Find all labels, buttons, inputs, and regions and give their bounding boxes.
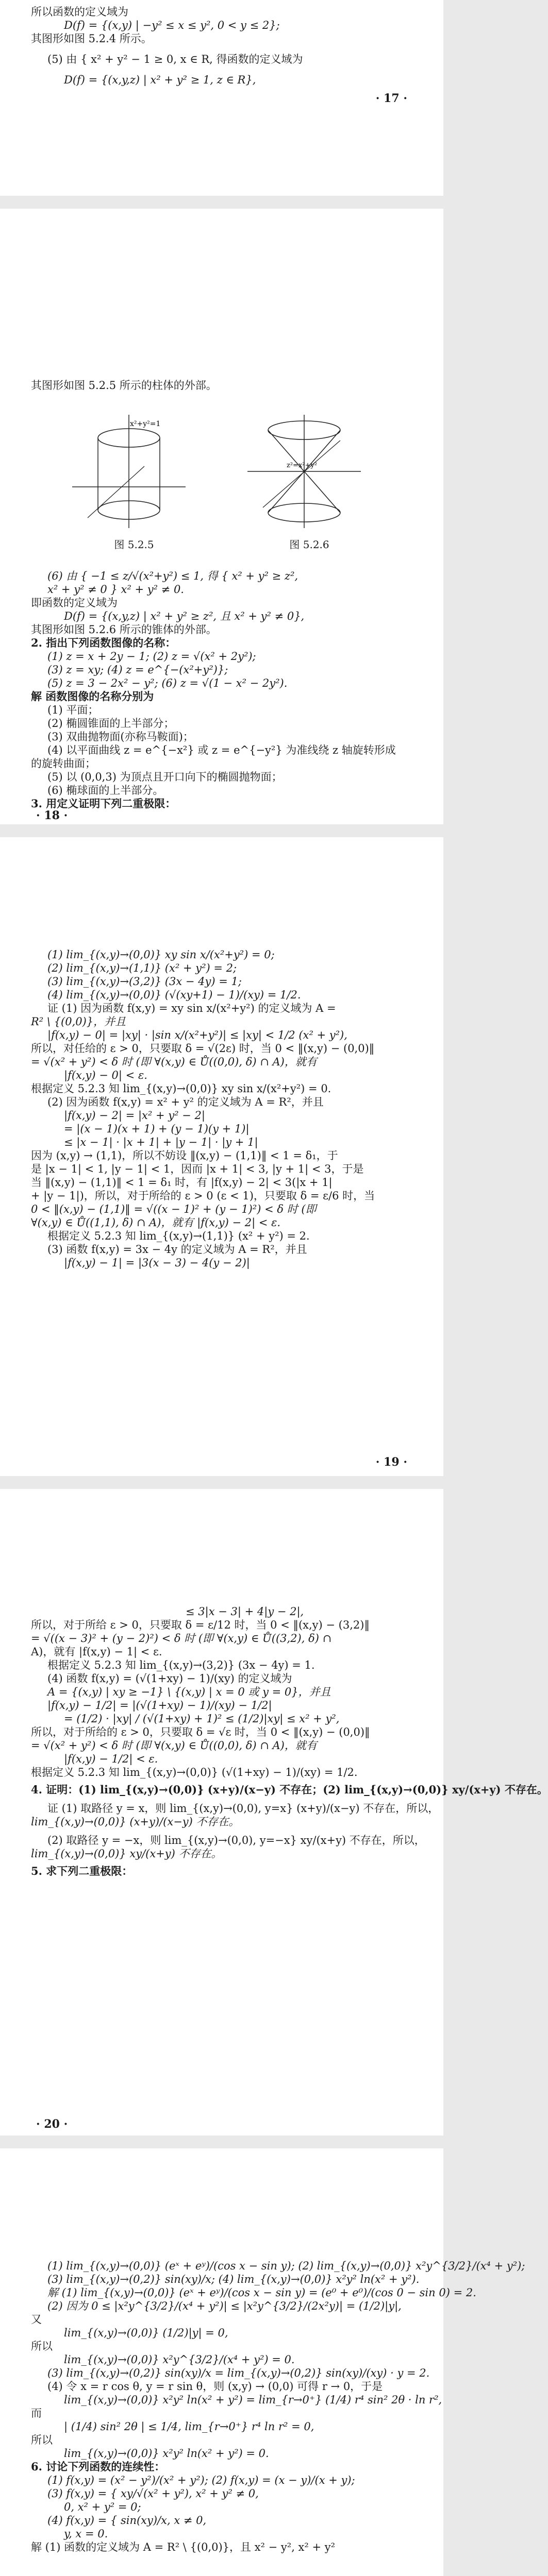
formula-line: R² \ {(0,0)}，并且 <box>31 1015 126 1028</box>
text-line: 所以，对于所给的 ε > 0，只要取 δ = √ε 时，当 0 < ‖(x,y) − (0,0)‖ <box>31 1726 370 1738</box>
formula-line: |f(x,y) − 2| = |x² + y² − 2| <box>64 1109 205 1122</box>
formula-line: 解 (1) lim_{(x,y)→(0,0)} (eˣ + eʸ)/(cos x − sin y) = (e⁰ + e⁰)/(cos 0 − sin 0) = 2. <box>47 2286 476 2299</box>
text-line: 所以，对任给的 ε > 0，只要取 δ = √(2ε) 时，当 0 < ‖(x,y) − (0,0)‖ <box>31 1042 375 1055</box>
formula-line: = √((x − 3)² + (y − 2)²) < δ 时 (即 ∀(x,y) ∈ Ů((3,2), δ) ∩ <box>31 1632 332 1645</box>
page-number: · 17 · <box>375 92 407 105</box>
page-1 <box>0 0 443 196</box>
formula-line: ≤ 3|x − 3| + 4|y − 2|, <box>186 1605 304 1618</box>
formula-line: (3) lim_{(x,y)→(3,2)} (3x − 4y) = 1; <box>47 975 242 988</box>
text-line: A)，就有 |f(x,y) − 1| < ε. <box>31 1646 162 1658</box>
text-line: 所以 <box>31 2340 53 2352</box>
fig-label: z²=x²+y² <box>287 462 317 469</box>
text-line: 根据定义 5.2.3 知 lim_{(x,y)→(1,1)} (x² + y²) = 2. <box>47 1230 310 1242</box>
formula-line: y, x = 0. <box>64 2528 108 2540</box>
formula-line: |f(x,y) − 1| = |3(x − 3) − 4(y − 2)| <box>64 1257 250 1269</box>
text-line: 其图形如图 5.2.5 所示的柱体的外部。 <box>31 379 217 392</box>
formula-line: lim_{(x,y)→(0,0)} (x+y)/(x−y) 不存在。 <box>31 1816 240 1828</box>
formula-line: lim_{(x,y)→(0,0)} x²y² ln(x² + y²) = lim_{r→0⁺} (1/4) r⁴ sin² 2θ · ln r², <box>64 2394 442 2406</box>
formula-line: = (1/2) · |xy| / (√(1+xy) + 1)² ≤ (1/2)|xy| ≤ x² + y², <box>64 1713 340 1725</box>
text-line: 即函数的定义域为 <box>31 597 118 609</box>
formula-line: ∀(x,y) ∈ Ů((1,1), δ) ∩ A)，就有 |f(x,y) − 2| < ε. <box>31 1216 281 1229</box>
text-line: (3) 函数 f(x,y) = 3x − 4y 的定义域为 A = R²，并且 <box>47 1243 307 1256</box>
formula-line: (3) z = xy; (4) z = e^{−(x²+y²)}; <box>47 664 228 676</box>
question-heading: 5. 求下列二重极限： <box>31 1865 133 1877</box>
formula-line: |f(x,y) − 1/2| = |(√(1+xy) − 1)/(xy) − 1/2| <box>47 1699 272 1711</box>
figure-5-2-6 <box>242 410 376 551</box>
formula-line: = √(x² + y²) < δ 时 (即 ∀(x,y) ∈ Ů((0,0), δ) ∩ A)，就有 <box>31 1739 317 1752</box>
text-line: 的旋转曲面； <box>31 757 96 770</box>
formula-line: D(f) = {(x,y,z) | x² + y² ≥ z², 且 x² + y² ≠ 0}, <box>64 610 305 622</box>
formula-line: A = {(x,y) | xy ≥ −1} \ {(x,y) | x = 0 或 y = 0}，并且 <box>47 1686 331 1698</box>
question-heading: 4. 证明：(1) lim_{(x,y)→(0,0)} (x+y)/(x−y) 不存在；(2) lim_{(x,y)→(0,0)} xy/(x+y) 不存在。 <box>31 1783 548 1796</box>
formula-line: | (1/4) sin² 2θ | ≤ 1/4, lim_{r→0⁺} r⁴ ln r² = 0, <box>64 2420 314 2433</box>
figure-5-2-5 <box>67 410 201 551</box>
text-line: 是 |x − 1| < 1, |y − 1| < 1，因而 |x + 1| < 3, |y + 1| < 3，于是 <box>31 1163 364 1175</box>
formula-line: (4) f(x,y) = { sin(xy)/x, x ≠ 0, <box>47 2514 207 2527</box>
text-line: (1) 平面； <box>47 704 99 716</box>
solution-heading: 解 函数图像的名称分别为 <box>31 690 154 703</box>
question-heading: 6. 讨论下列函数的连续性： <box>31 2460 165 2473</box>
formula-line: = |(x − 1)(x + 1) + (y − 1)(y + 1)| <box>64 1123 250 1135</box>
text-line: 当 ‖(x,y) − (1,1)‖ < 1 = δ₁ 时，有 |f(x,y) − 2| < 3(|x + 1| <box>31 1176 333 1189</box>
cylinder-diagram <box>67 410 191 533</box>
text-line: 证 (1) 取路径 y = x，则 lim_{(x,y)→(0,0), y=x} (x+y)/(x−y) 不存在，所以， <box>47 1802 439 1815</box>
text-line: 根据定义 5.2.3 知 lim_{(x,y)→(3,2)} (3x − 4y) = 1. <box>47 1659 315 1671</box>
page-number: · 18 · <box>36 809 68 822</box>
text-line: 又 <box>31 2313 42 2326</box>
formula-line: D(f) = {(x,y) | −y² ≤ x ≤ y², 0 < y ≤ 2}; <box>64 19 280 31</box>
text-line: (3) 双曲抛物面(亦称马鞍面)； <box>47 731 194 743</box>
formula-line: (6) 由 { −1 ≤ z/√(x²+y²) ≤ 1, 得 { x² + y² ≥ z², <box>47 570 298 582</box>
text-line: 而 <box>31 2407 42 2419</box>
text-line: 根据定义 5.2.3 知 lim_{(x,y)→(0,0)} xy sin x/(x²+y²) = 0. <box>31 1082 331 1095</box>
text-line: 所以 <box>31 2434 53 2446</box>
formula-line: lim_{(x,y)→(0,0)} xy/(x+y) 不存在。 <box>31 1848 222 1860</box>
formula-line: (5) z = 3 − 2x² − y²; (6) z = √(1 − x² − 2y²). <box>47 677 288 689</box>
formula-line: |f(x,y) − 0| = |xy| · |sin x/(x²+y²)| ≤ |xy| < 1/2 (x² + y²), <box>47 1029 347 1041</box>
text-line: + |y − 1|)，所以，对于所给的 ε > 0 (ε < 1)，只要取 δ = ε/6 时，当 <box>31 1190 375 1202</box>
page-5-text <box>31 2148 525 2554</box>
text-line: (4) 以平面曲线 z = e^{−x²} 或 z = e^{−y²} 为准线绕 z 轴旋转形成 <box>47 744 396 756</box>
formula-line: (1) lim_{(x,y)→(0,0)} (eˣ + eʸ)/(cos x − sin y); (2) lim_{(x,y)→(0,0)} x²y^{3/2}/(x⁴ + y²); <box>47 2260 525 2272</box>
formula-line: (1) f(x,y) = (x² − y²)/(x² + y²); (2) f(x,y) = (x − y)/(x + y); <box>47 2474 355 2486</box>
text-line: (6) 椭球面的上半部分。 <box>47 784 164 796</box>
text-line: 证 (1) 因为函数 f(x,y) = xy sin x/(x²+y²) 的定义域为 A = <box>47 1002 336 1014</box>
page-2 <box>0 209 443 824</box>
formula-line: (4) lim_{(x,y)→(0,0)} (√(xy+1) − 1)/(xy) = 1/2. <box>47 989 301 1001</box>
formula-line: (1) z = x + 2y − 1; (2) z = √(x² + 2y²); <box>47 650 256 663</box>
formula-line: (1) lim_{(x,y)→(0,0)} xy sin x/(x²+y²) = 0; <box>47 948 275 961</box>
text-line: 其图形如图 5.2.6 所示的锥体的外部。 <box>31 623 217 636</box>
page-4-text <box>31 1489 548 1878</box>
text-line: 其图形如图 5.2.4 所示。 <box>31 32 152 45</box>
page-4 <box>0 1489 548 2136</box>
page-1-text <box>31 0 412 87</box>
formula-line: (2) 因为 0 ≤ |x²y^{3/2}/(x⁴ + y²)| ≤ |x²y^{3/2}/(2x²y)| = (1/2)|y|, <box>47 2300 402 2312</box>
text-line: 所以函数的定义域为 <box>31 6 128 18</box>
text-line: (2) 因为函数 f(x,y) = x² + y² 的定义域为 A = R²，并且 <box>47 1096 324 1108</box>
question-heading: 2. 指出下列函数图像的名称： <box>31 636 176 649</box>
formula-line: x² + y² ≠ 0 } x² + y² ≠ 0. <box>47 583 184 596</box>
question-heading: 3. 用定义证明下列二重极限： <box>31 797 176 810</box>
page-3-text <box>31 837 412 1269</box>
formula-line: (3) lim_{(x,y)→(0,2)} sin(xy)/x; (4) lim_{(x,y)→(0,0)} x²y² ln(x² + y²). <box>47 2273 420 2285</box>
page-number: · 19 · <box>375 1455 407 1469</box>
page-5 <box>0 2148 525 2576</box>
formula-line: 0 < ‖(x,y) − (1,1)‖ = √((x − 1)² + (y − 1)²) < δ 时 (即 <box>31 1203 317 1215</box>
page-2-text <box>31 569 396 810</box>
text-line: 因为 (x,y) → (1,1)，所以不妨设 ‖(x,y) − (1,1)‖ < 1 = δ₁，于 <box>31 1149 338 1162</box>
figure-caption: 图 5.2.5 <box>114 538 154 551</box>
formula-line: lim_{(x,y)→(0,0)} (1/2)|y| = 0, <box>64 2327 228 2339</box>
text-line: 解 (1) 函数的定义域为 A = R² \ {(0,0)}，且 x² − y², x² + y² <box>31 2541 336 2553</box>
text-line: (5) 以 (0,0,3) 为顶点且开口向下的椭圆抛物面； <box>47 771 283 783</box>
formula-line: |f(x,y) − 0| < ε. <box>64 1069 147 1081</box>
page-number: · 20 · <box>36 2117 68 2131</box>
formula-line: lim_{(x,y)→(0,0)} x²y² ln(x² + y²) = 0. <box>64 2447 269 2460</box>
cone-diagram <box>242 410 366 533</box>
formula-line: (3) f(x,y) = { xy/√(x² + y²), x² + y² ≠ 0, <box>47 2487 259 2500</box>
figure-caption: 图 5.2.6 <box>289 538 329 551</box>
formula-line: (2) lim_{(x,y)→(1,1)} (x² + y²) = 2; <box>47 962 237 974</box>
formula-line: |f(x,y) − 1/2| < ε. <box>64 1753 158 1765</box>
text-line: 所以，对于所给 ε > 0，只要取 δ = ε/12 时，当 0 < ‖(x,y) − (3,2)‖ <box>31 1619 370 1631</box>
text-line: (2) 取路径 y = −x，则 lim_{(x,y)→(0,0), y=−x} xy/(x+y) 不存在，所以， <box>47 1834 425 1846</box>
formula-line: ≤ |x − 1| · |x + 1| + |y − 1| · |y + 1| <box>64 1136 258 1148</box>
formula-line: (3) lim_{(x,y)→(0,2)} sin(xy)/x = lim_{(x,y)→(0,2)} sin(xy)/(xy) · y = 2. <box>47 2367 430 2379</box>
text-line: 根据定义 5.2.3 知 lim_{(x,y)→(0,0)} (√(1+xy) − 1)/(xy) = 1/2. <box>31 1766 358 1778</box>
formula-line: D(f) = {(x,y,z) | x² + y² ≥ 1, z ∈ R}, <box>64 74 256 86</box>
formula-line: 0, x² + y² = 0; <box>64 2501 141 2513</box>
text-line: (4) 令 x = r cos θ, y = r sin θ，则 (x,y) → (0,0) 可得 r → 0，于是 <box>47 2380 383 2393</box>
text-line: (5) 由 { x² + y² − 1 ≥ 0, x ∈ R, 得函数的定义域为 <box>47 53 303 65</box>
text-line: (2) 椭圆锥面的上半部分； <box>47 717 175 730</box>
fig-label: x²+y²=1 <box>130 420 161 428</box>
text-line: (4) 函数 f(x,y) = (√(1+xy) − 1)/(xy) 的定义域为 <box>47 1672 292 1685</box>
page-3 <box>0 837 443 1476</box>
formula-line: = √(x² + y²) < δ 时 (即 ∀(x,y) ∈ Ů((0,0), δ) ∩ A)，就有 <box>31 1056 317 1068</box>
formula-line: lim_{(x,y)→(0,0)} x²y^{3/2}/(x⁴ + y²) = 0. <box>64 2353 295 2366</box>
